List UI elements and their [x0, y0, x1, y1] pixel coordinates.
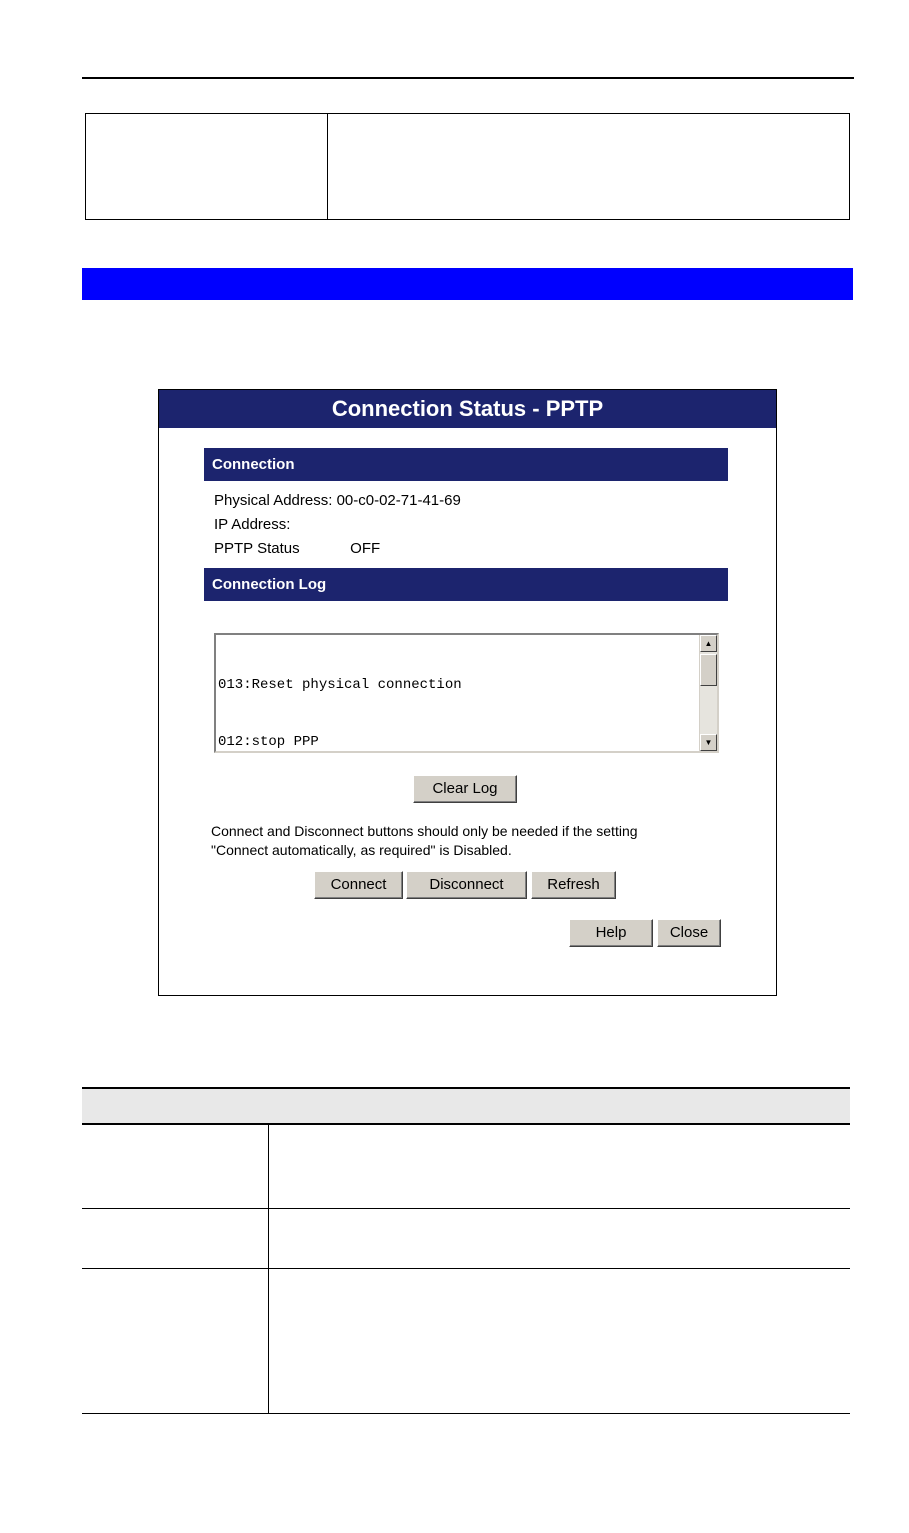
connect-note-line-1: Connect and Disconnect buttons should only be needed if the setting: [211, 823, 638, 839]
triangle-down-icon: ▼: [704, 738, 713, 747]
bottom-table: [82, 1087, 850, 1414]
dialog-title: Connection Status - PPTP: [159, 390, 776, 428]
connection-status-dialog: [158, 389, 777, 996]
connect-button[interactable]: Connect: [314, 871, 403, 899]
bottom-table-row-line-1: [82, 1208, 850, 1209]
bottom-table-header: [82, 1087, 850, 1125]
log-scrollbar[interactable]: [699, 635, 717, 751]
scroll-up-button[interactable]: [700, 635, 717, 652]
log-line: 012:stop PPP: [218, 734, 319, 751]
pptp-status-label: PPTP Status: [214, 540, 300, 557]
connection-section-bar: Connection: [204, 448, 728, 481]
page-header-rule: [82, 77, 854, 79]
connection-log-box[interactable]: [214, 633, 719, 753]
ip-address-row: [214, 516, 290, 534]
scroll-thumb[interactable]: [700, 654, 717, 686]
connect-note-line-2: "Connect automatically, as required" is Disabled.: [211, 842, 512, 858]
section-heading-band: [82, 268, 853, 300]
connection-log-section-bar: Connection Log: [204, 568, 728, 601]
close-button[interactable]: Close: [657, 919, 721, 947]
bottom-table-row-line-3: [82, 1413, 850, 1414]
pptp-status-row: [214, 540, 380, 558]
top-table-column-divider: [327, 114, 328, 219]
disconnect-button[interactable]: Disconnect: [406, 871, 527, 899]
physical-address-row: [214, 492, 461, 510]
physical-address-label: Physical Address:: [214, 492, 333, 509]
bottom-table-column-divider: [268, 1125, 269, 1414]
log-line: 013:Reset physical connection: [218, 676, 462, 693]
bottom-table-row-line-2: [82, 1268, 850, 1269]
help-button[interactable]: Help: [569, 919, 653, 947]
ip-address-label: IP Address:: [214, 516, 291, 533]
triangle-up-icon: ▲: [704, 639, 713, 648]
refresh-button[interactable]: Refresh: [531, 871, 616, 899]
log-lines: [218, 637, 554, 753]
scroll-down-button[interactable]: [700, 734, 717, 751]
connect-note: [211, 822, 638, 860]
clear-log-button[interactable]: Clear Log: [413, 775, 517, 803]
top-table: [85, 113, 850, 220]
physical-address-value: 00-c0-02-71-41-69: [336, 492, 461, 509]
pptp-status-value: OFF: [350, 540, 381, 557]
